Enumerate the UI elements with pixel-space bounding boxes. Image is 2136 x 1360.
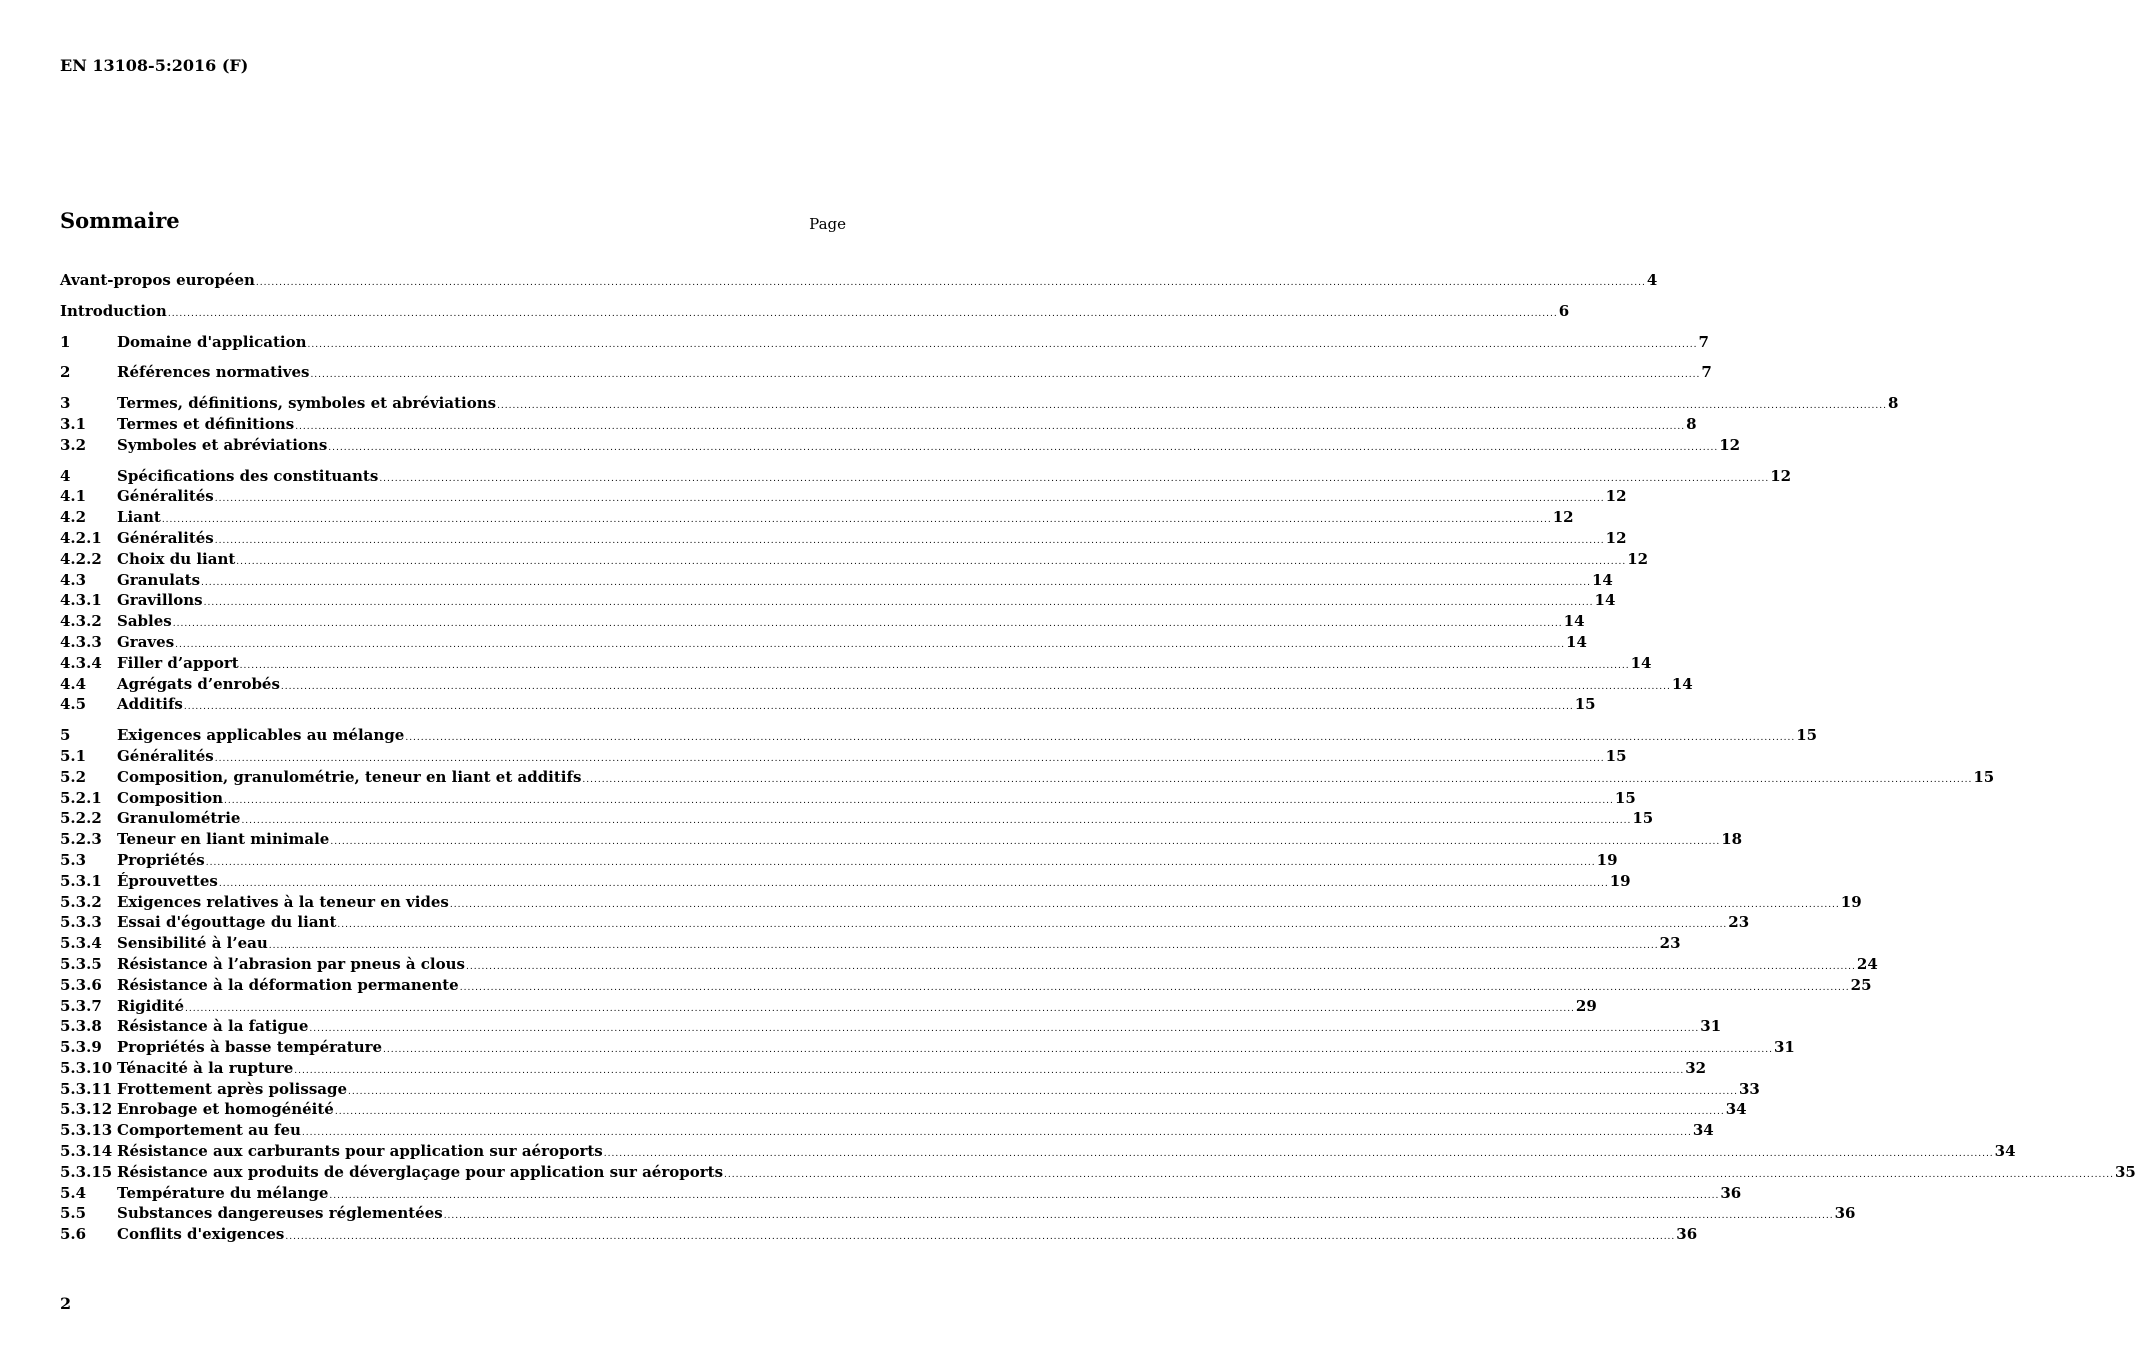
toc-entry-title: Température du mélange [117, 1183, 329, 1202]
dot-leader [383, 1040, 1773, 1061]
toc-entry[interactable] [60, 1058, 1707, 1079]
toc-entry[interactable] [60, 912, 1750, 933]
toc-entry[interactable] [60, 1016, 1722, 1037]
toc-entry-title: Essai d'égouttage du liant [117, 913, 337, 932]
toc-entry-number: 5.3.4 [60, 934, 102, 953]
toc-entry-title: Propriétés à basse température [117, 1038, 383, 1057]
dot-leader [241, 811, 1631, 832]
toc-entry-page: 14 [1594, 591, 1616, 610]
toc-entry[interactable] [60, 611, 1585, 632]
toc-entry-page: 34 [1994, 1142, 2016, 1161]
toc-entry-page: 12 [1719, 435, 1741, 454]
toc-entry-page: 29 [1575, 996, 1597, 1015]
dot-leader [285, 1227, 1675, 1248]
toc-entry-number: 5.3.8 [60, 1017, 102, 1036]
dot-leader [466, 957, 1856, 978]
toc-entry-number: 5.3.1 [60, 871, 102, 890]
toc-entry-number: 4 [60, 466, 71, 485]
toc-entry-title: Granulométrie [117, 809, 241, 828]
toc-entry-page: 12 [1770, 466, 1792, 485]
toc-entry-title: Composition, granulométrie, teneur en liant et additifs [117, 767, 582, 786]
toc-entry[interactable] [60, 1120, 1714, 1141]
toc-entry-page: 31 [1773, 1038, 1795, 1057]
dot-leader [215, 531, 1605, 552]
dot-leader [497, 396, 1887, 417]
toc-entry-page: 7 [1698, 332, 1709, 351]
toc-entry[interactable] [60, 466, 1792, 487]
page-number: 2 [60, 1294, 72, 1313]
toc-entry-title: Additifs [117, 695, 183, 714]
toc-entry-number: 5.2.3 [60, 830, 102, 849]
toc-entry[interactable] [60, 767, 1995, 788]
dot-leader [444, 1206, 1834, 1227]
toc-entry-page: 8 [1887, 394, 1899, 413]
toc-entry-title: Ténacité à la rupture [117, 1058, 294, 1077]
dot-leader [330, 832, 1720, 853]
toc-entry-title: Références normatives [117, 363, 310, 382]
dot-leader [310, 365, 1700, 386]
toc-entry[interactable] [60, 301, 1570, 322]
toc-entry-title: Termes et définitions [117, 414, 295, 433]
dot-leader [379, 469, 1769, 490]
toc-entry[interactable] [60, 975, 1872, 996]
dot-leader [236, 552, 1626, 573]
toc-entry[interactable] [60, 788, 1636, 809]
dot-leader [309, 1019, 1699, 1040]
toc-entry-page: 19 [1840, 892, 1862, 911]
toc-entry-page: 15 [1614, 788, 1636, 807]
dot-leader [295, 417, 1685, 438]
toc-entry[interactable] [60, 1203, 1856, 1224]
toc-entry[interactable] [60, 549, 1649, 570]
toc-entry-title: Graves [117, 632, 175, 651]
toc-entry-number: 4.3.2 [60, 612, 102, 631]
toc-entry[interactable] [60, 486, 1627, 507]
dot-leader [604, 1144, 1994, 1165]
toc-entry-page: 12 [1605, 487, 1627, 506]
toc-entry[interactable] [60, 362, 1712, 383]
toc-entry[interactable] [60, 871, 1631, 892]
toc-entry-number: 5.3.9 [60, 1038, 102, 1057]
toc-entry-number: 5.3.12 [60, 1100, 113, 1119]
toc-entry-title: Avant-propos européen [60, 271, 255, 289]
toc-entry-page: 25 [1850, 975, 1872, 994]
toc-entry-page: 18 [1721, 830, 1743, 849]
toc-entry-page: 36 [1834, 1204, 1856, 1223]
toc-entry-number: 4.3.3 [60, 632, 102, 651]
dot-leader [256, 273, 1646, 294]
toc-entry-number: 5.3.6 [60, 975, 102, 994]
dot-leader [184, 697, 1574, 718]
toc-entry[interactable] [60, 808, 1654, 829]
toc-entry-title: Termes, définitions, symboles et abréviations [117, 394, 497, 413]
toc-entry-page: 15 [1796, 726, 1818, 745]
toc-entry-page: 23 [1659, 934, 1681, 953]
toc-entry-page: 12 [1605, 528, 1627, 547]
toc-entry[interactable] [60, 933, 1681, 954]
toc-entry-title: Rigidité [117, 996, 185, 1015]
toc-entry-number: 4.2.1 [60, 528, 102, 547]
toc-entry[interactable] [60, 1183, 1742, 1204]
dot-leader [201, 573, 1591, 594]
toc-entry-page: 7 [1701, 363, 1712, 382]
toc-entry[interactable] [60, 332, 1709, 353]
toc-entry-number: 3.1 [60, 414, 87, 433]
toc-entry-number: 4.3.1 [60, 591, 102, 610]
toc-entry-number: 5.3 [60, 850, 87, 869]
toc-entry-title: Éprouvettes [117, 871, 218, 890]
toc-entry-page: 4 [1646, 271, 1658, 289]
toc-entry-page: 15 [1973, 767, 1995, 786]
dot-leader [582, 770, 1972, 791]
toc-entry-page: 15 [1605, 746, 1627, 765]
toc-entry-number: 4.5 [60, 695, 87, 714]
dot-leader [185, 999, 1575, 1020]
toc-entry-title: Composition [117, 788, 223, 807]
toc-entry-page: 24 [1856, 954, 1878, 973]
dot-leader [215, 489, 1605, 510]
dot-leader [337, 915, 1727, 936]
toc-entry-page: 14 [1630, 653, 1652, 672]
toc-entry-number: 5.3.5 [60, 954, 102, 973]
dot-leader [269, 936, 1659, 957]
toc-entry[interactable] [60, 725, 1818, 746]
toc-entry-number: 5.3.2 [60, 892, 102, 911]
toc-entry[interactable] [60, 653, 1652, 674]
toc-entry-number: 4.3.4 [60, 653, 102, 672]
toc-entry-page: 34 [1725, 1100, 1747, 1119]
toc-entry-title: Propriétés [117, 850, 205, 869]
toc-entry-title: Teneur en liant minimale [117, 830, 330, 849]
toc-entry-title: Résistance aux produits de déverglaçage pour application sur aéroports [117, 1162, 724, 1181]
dot-leader [724, 1165, 2114, 1186]
dot-leader [168, 304, 1558, 325]
toc-entry-number: 4.1 [60, 487, 87, 506]
toc-entry-number: 2 [60, 363, 71, 382]
toc-entry-title: Résistance à la déformation permanente [117, 975, 459, 994]
toc-entry[interactable] [60, 694, 1596, 715]
toc-entry-title: Granulats [117, 570, 201, 589]
toc-entry-number: 5.2.1 [60, 788, 102, 807]
dot-leader [348, 1082, 1738, 1103]
dot-leader [335, 1102, 1725, 1123]
toc-entry-title: Comportement au feu [117, 1121, 301, 1140]
toc-entry[interactable] [60, 1099, 1747, 1120]
toc-entry-number: 4.3 [60, 570, 87, 589]
toc-entry-page: 15 [1574, 695, 1596, 714]
toc-entry-page: 14 [1566, 632, 1587, 651]
dot-leader [240, 656, 1630, 677]
toc-entry-page: 35 [2114, 1162, 2136, 1181]
toc-entry-title: Sables [117, 612, 172, 631]
toc-entry-title: Sensibilité à l’eau [117, 934, 268, 953]
toc-entry[interactable] [60, 746, 1627, 767]
page-column-label: Page [809, 215, 846, 233]
toc-entry[interactable] [60, 435, 1741, 456]
toc-entry-number: 4.2 [60, 508, 87, 527]
dot-leader [405, 728, 1795, 749]
toc-entry-page: 8 [1686, 414, 1697, 433]
toc-entry-page: 6 [1558, 301, 1570, 320]
toc-entry-number: 5.5 [60, 1204, 87, 1223]
dot-leader [224, 791, 1614, 812]
toc-entry-title: Gravillons [117, 591, 203, 610]
toc-entry[interactable] [60, 507, 1574, 528]
toc-entry-page: 14 [1563, 612, 1585, 631]
toc-entry[interactable] [60, 1079, 1760, 1100]
toc-entry[interactable] [60, 528, 1627, 549]
document-id-header: EN 13108-5:2016 (F) [60, 56, 249, 75]
table-of-contents [60, 270, 2136, 1245]
dot-leader [329, 1186, 1719, 1207]
toc-entry-title: Spécifications des constituants [117, 466, 379, 485]
toc-entry-number: 5.4 [60, 1183, 87, 1202]
toc-entry-number: 1 [60, 332, 71, 351]
toc-entry-title: Conflits d'exigences [117, 1225, 285, 1244]
toc-entry-number: 3.2 [60, 435, 87, 454]
toc-entry-title: Filler d’apport [117, 653, 239, 672]
toc-entry[interactable] [60, 829, 1743, 850]
toc-entry[interactable] [60, 590, 1616, 611]
toc-entry[interactable] [60, 1162, 2136, 1183]
toc-entry-number: 5.3.15 [60, 1162, 113, 1181]
toc-entry-page: 19 [1596, 850, 1618, 869]
toc-entry-page: 32 [1685, 1058, 1707, 1077]
dot-leader [206, 853, 1596, 874]
toc-entry-title: Agrégats d’enrobés [117, 674, 280, 693]
toc-entry[interactable] [60, 892, 1862, 913]
toc-entry[interactable] [60, 850, 1618, 871]
dot-leader [162, 510, 1552, 531]
toc-entry-number: 5.3.14 [60, 1142, 113, 1161]
toc-entry[interactable] [60, 570, 1613, 591]
toc-entry-page: 12 [1627, 549, 1649, 568]
toc-entry-page: 36 [1676, 1225, 1698, 1244]
toc-entry-number: 4.4 [60, 674, 87, 693]
toc-entry[interactable] [60, 674, 1693, 695]
dot-leader [173, 614, 1563, 635]
toc-entry-number: 5 [60, 726, 71, 745]
toc-title: Sommaire [60, 208, 180, 233]
dot-leader [328, 438, 1718, 459]
toc-entry-number: 4.2.2 [60, 549, 102, 568]
toc-entry[interactable] [60, 1224, 1698, 1245]
toc-entry[interactable] [60, 954, 1878, 975]
toc-entry-title: Symboles et abréviations [117, 435, 328, 454]
toc-entry[interactable] [60, 393, 1899, 414]
toc-entry-page: 23 [1728, 913, 1750, 932]
toc-entry-number: 5.2 [60, 767, 87, 786]
dot-leader [294, 1061, 1684, 1082]
toc-entry-title: Choix du liant [117, 549, 236, 568]
dot-leader [281, 677, 1671, 698]
toc-entry-title: Frottement après polissage [117, 1079, 348, 1098]
toc-entry-number: 5.3.13 [60, 1121, 113, 1140]
toc-entry[interactable] [60, 1037, 1795, 1058]
toc-entry-page: 34 [1692, 1121, 1714, 1140]
toc-entry[interactable] [60, 414, 1697, 435]
toc-entry-title: Résistance à l’abrasion par pneus à clous [117, 954, 465, 973]
toc-entry-page: 14 [1671, 674, 1693, 693]
toc-entry-title: Introduction [60, 301, 167, 320]
toc-entry-title: Généralités [117, 528, 214, 547]
toc-entry-title: Substances dangereuses réglementées [117, 1204, 443, 1223]
toc-entry-number: 5.3.11 [60, 1079, 113, 1098]
toc-entry-page: 33 [1738, 1079, 1760, 1098]
toc-entry-title: Exigences relatives à la teneur en vides [117, 892, 449, 911]
toc-entry-page: 36 [1720, 1183, 1742, 1202]
toc-entry-title: Résistance à la fatigue [117, 1017, 309, 1036]
toc-entry[interactable] [60, 1141, 2016, 1162]
toc-entry-page: 12 [1552, 508, 1574, 527]
toc-entry-page: 31 [1700, 1017, 1722, 1036]
dot-leader [460, 978, 1850, 999]
toc-entry-number: 5.1 [60, 746, 87, 765]
toc-entry-title: Généralités [117, 746, 214, 765]
dot-leader [175, 635, 1565, 656]
toc-entry-number: 5.3.7 [60, 996, 102, 1015]
toc-entry-title: Liant [117, 508, 161, 527]
toc-entry-number: 5.3.3 [60, 913, 102, 932]
dot-leader [308, 335, 1698, 356]
toc-entry[interactable] [60, 996, 1597, 1017]
toc-entry-number: 5.6 [60, 1225, 87, 1244]
toc-entry-number: 5.2.2 [60, 809, 102, 828]
toc-entry-number: 5.3.10 [60, 1058, 113, 1077]
toc-entry-page: 14 [1591, 570, 1613, 589]
toc-entry[interactable] [60, 632, 1587, 653]
toc-entry-title: Généralités [117, 487, 214, 506]
toc-entry-title: Résistance aux carburants pour application sur aéroports [117, 1142, 603, 1161]
dot-leader [450, 895, 1840, 916]
toc-entry[interactable] [60, 270, 1658, 291]
dot-leader [204, 593, 1594, 614]
toc-entry-page: 15 [1632, 809, 1654, 828]
toc-entry-number: 3 [60, 394, 71, 413]
toc-entry-page: 19 [1609, 871, 1631, 890]
toc-entry-title: Domaine d'application [117, 332, 307, 351]
toc-entry-title: Enrobage et homogénéité [117, 1100, 334, 1119]
toc-entry-title: Exigences applicables au mélange [117, 726, 405, 745]
